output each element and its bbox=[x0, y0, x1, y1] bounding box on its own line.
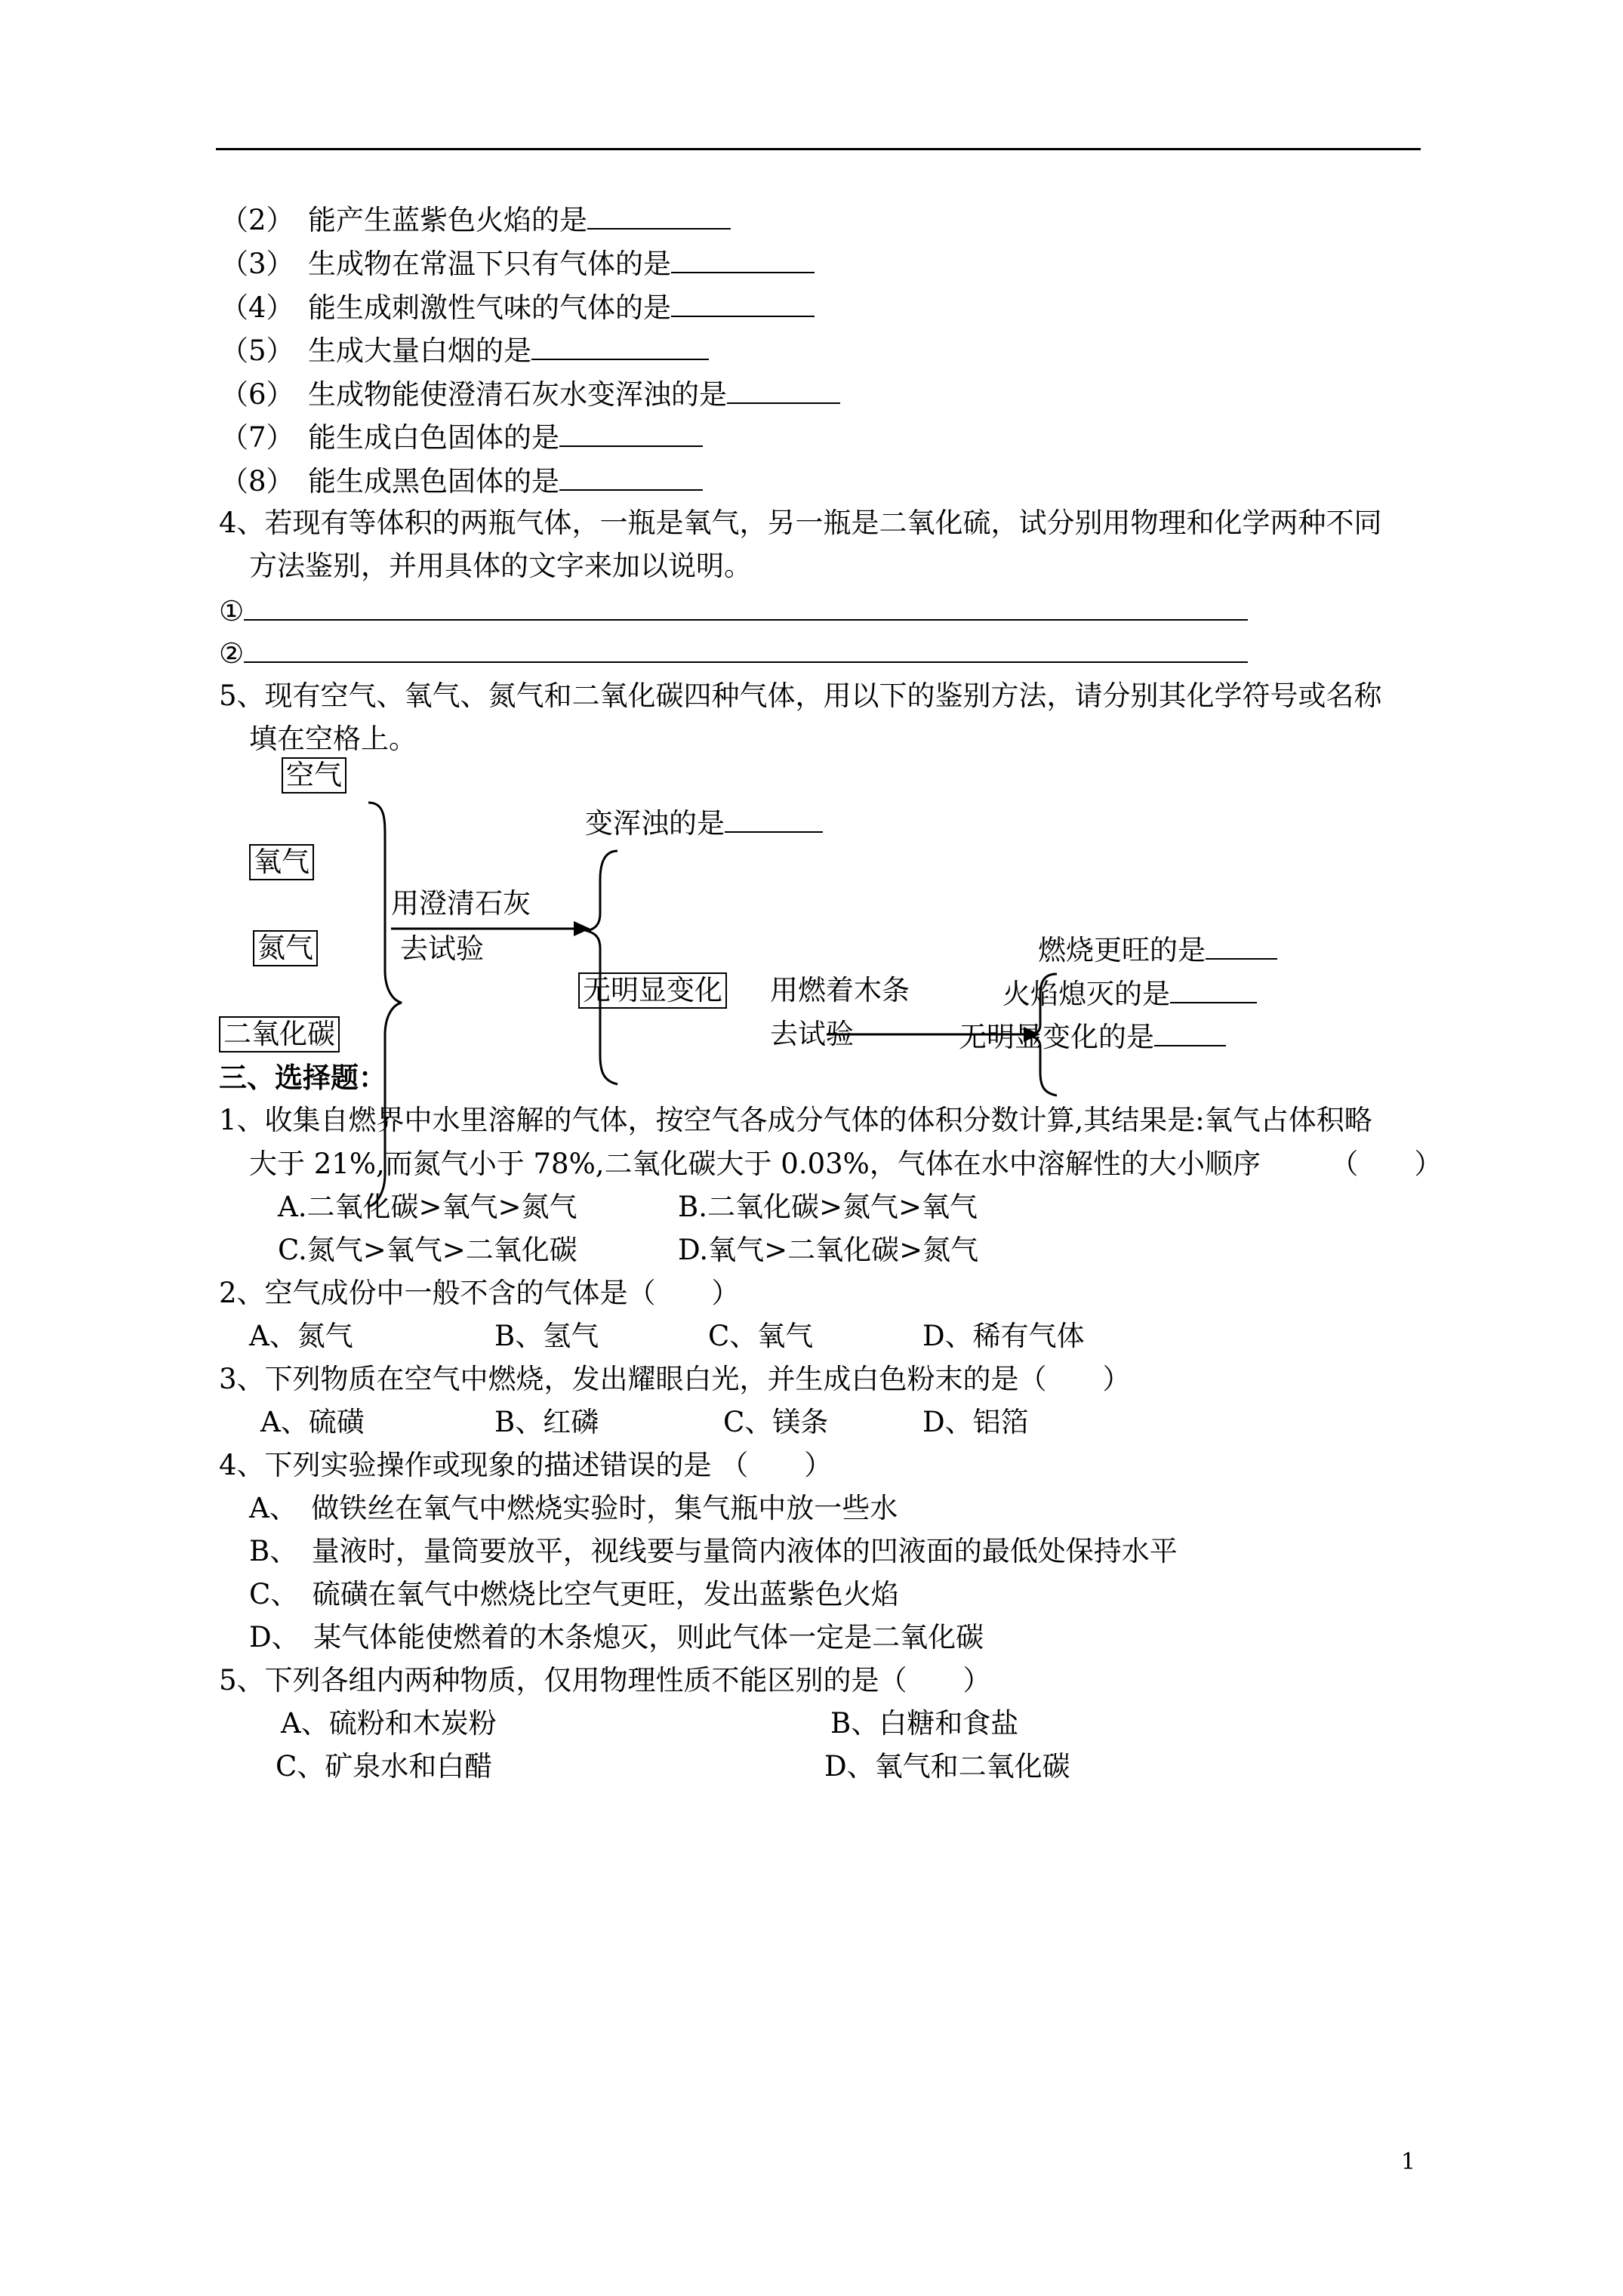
method2-label-line1: 用燃着木条 bbox=[770, 974, 910, 1006]
result-burn-more: 燃烧更旺的是 bbox=[1038, 932, 1277, 967]
choice-q1-option-c: C.氮气>氧气>二氧化碳 bbox=[278, 1234, 577, 1266]
choice-q1-option-b: B.二氧化碳>氮气>氧气 bbox=[678, 1191, 978, 1223]
page-number: 1 bbox=[1401, 2149, 1416, 2175]
choice-q2-option-b: B、氢气 bbox=[494, 1320, 599, 1352]
choice-q2-stem: 2、空气成份中一般不含的气体是（ ） bbox=[219, 1277, 740, 1309]
section3-heading: 三、选择题： bbox=[219, 1061, 387, 1094]
choice-q5-stem: 5、下列各组内两种物质，仅用物理性质不能区别的是（ ） bbox=[219, 1664, 991, 1697]
choice-q3-option-c: C、镁条 bbox=[723, 1406, 829, 1438]
q4-text-line1: 4、若现有等体积的两瓶气体，一瓶是氧气，另一瓶是二氧化硫，试分别用物理和化学两种不同 bbox=[219, 507, 1382, 539]
gas-box-nitrogen: 氮气 bbox=[253, 930, 318, 966]
method1-label-line1: 用澄清石灰 bbox=[391, 887, 531, 920]
result-turbid: 变浑浊的是 bbox=[585, 806, 823, 840]
q3-item-2: （2） 能产生蓝紫色火焰的是 bbox=[220, 202, 731, 237]
choice-q2-option-c: C、氧气 bbox=[708, 1320, 814, 1352]
choice-q4-option-a: A、 做铁丝在氧气中燃烧实验时，集气瓶中放一些水 bbox=[249, 1492, 898, 1524]
q3-item-8: （8） 能生成黑色固体的是 bbox=[220, 464, 703, 498]
q5-text-line1: 5、现有空气、氧气、氮气和二氧化碳四种气体，用以下的鉴别方法，请分别其化学符号或名称 bbox=[219, 680, 1382, 712]
q3-item-6: （6） 生成物能使澄清石灰水变浑浊的是 bbox=[220, 377, 840, 411]
q5-text-line2: 填在空格上。 bbox=[249, 723, 417, 755]
q3-item-5: （5） 生成大量白烟的是 bbox=[220, 333, 709, 368]
choice-q1-option-d: D.氧气>二氧化碳>氮气 bbox=[678, 1234, 979, 1266]
choice-q5-option-c: C、矿泉水和白醋 bbox=[276, 1750, 493, 1783]
choice-q4-option-c: C、 硫磺在氧气中燃烧比空气更旺，发出蓝紫色火焰 bbox=[249, 1578, 899, 1610]
result-extinguish: 火焰熄灭的是 bbox=[1002, 976, 1257, 1011]
choice-q1-stem-line2: 大于 21%,而氮气小于 78%,二氧化碳大于 0.03%，气体在水中溶解性的大小顺序 （ ） bbox=[249, 1148, 1443, 1180]
choice-q5-option-a: A、硫粉和木炭粉 bbox=[281, 1707, 497, 1740]
gas-box-oxygen: 氧气 bbox=[249, 844, 314, 880]
q3-item-7: （7） 能生成白色固体的是 bbox=[220, 420, 703, 455]
result-no-change: 无明显变化的是 bbox=[959, 1019, 1226, 1054]
choice-q3-stem: 3、下列物质在空气中燃烧，发出耀眼白光，并生成白色粉末的是（ ） bbox=[219, 1363, 1131, 1395]
choice-q1-option-a: A.二氧化碳>氧气>氮气 bbox=[278, 1191, 577, 1223]
choice-q4-stem: 4、下列实验操作或现象的描述错误的是 （ ） bbox=[219, 1449, 833, 1481]
choice-q3-option-b: B、红磷 bbox=[494, 1406, 599, 1438]
choice-q2-option-a: A、氮气 bbox=[249, 1320, 353, 1352]
choice-q3-option-a: A、硫磺 bbox=[260, 1406, 365, 1438]
gas-box-carbon-dioxide: 二氧化碳 bbox=[219, 1016, 340, 1052]
choice-q1-stem-line1: 1、收集自燃界中水里溶解的气体，按空气各成分气体的体积分数计算,其结果是:氧气占体积略 bbox=[219, 1104, 1372, 1136]
q4-text-line2: 方法鉴别，并用具体的文字来加以说明。 bbox=[249, 550, 752, 582]
method2-label-line2: 去试验 bbox=[770, 1018, 854, 1050]
no-change-box: 无明显变化 bbox=[578, 972, 727, 1009]
q3-item-3: （3） 生成物在常温下只有气体的是 bbox=[220, 246, 815, 281]
choice-q4-option-d: D、 某气体能使燃着的木条熄灭，则此气体一定是二氧化碳 bbox=[249, 1621, 984, 1653]
choice-q5-option-d: D、氧气和二氧化碳 bbox=[824, 1750, 1070, 1783]
choice-q4-option-b: B、 量液时，量筒要放平，视线要与量筒内液体的凹液面的最低处保持水平 bbox=[249, 1535, 1178, 1567]
choice-q5-option-b: B、白糖和食盐 bbox=[830, 1707, 1019, 1740]
choice-q2-option-d: D、稀有气体 bbox=[922, 1320, 1085, 1352]
method1-label-line2: 去试验 bbox=[400, 932, 484, 965]
gas-box-air: 空气 bbox=[282, 757, 346, 794]
q3-item-4: （4） 能生成刺激性气味的气体的是 bbox=[220, 290, 815, 325]
q4-answer-line-2: ② bbox=[219, 636, 1248, 670]
q4-answer-line-1: ① bbox=[219, 593, 1248, 628]
choice-q3-option-d: D、铝箔 bbox=[922, 1406, 1029, 1438]
